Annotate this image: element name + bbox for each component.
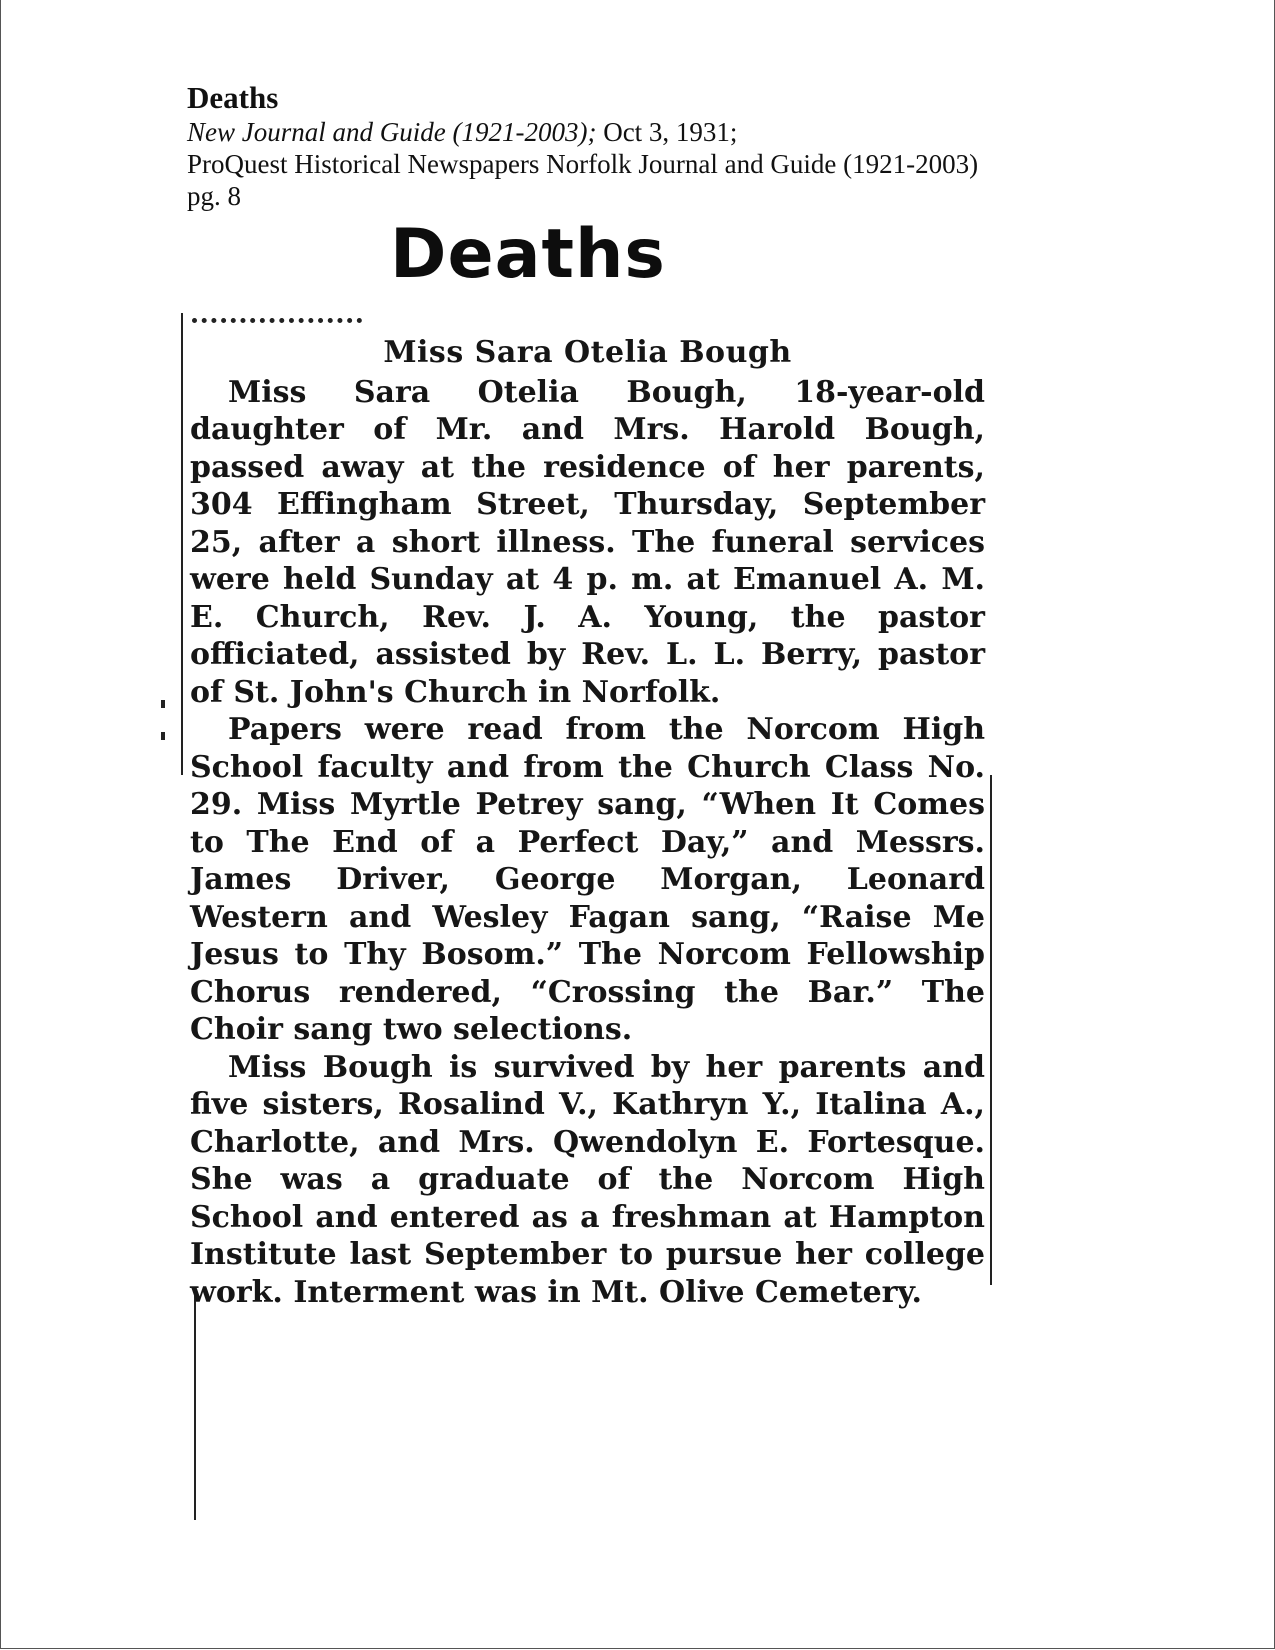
print-speck: [161, 700, 165, 708]
clipping-cut-edge: [192, 318, 362, 332]
print-speck: [161, 732, 165, 740]
citation-source: ProQuest Historical Newspapers Norfolk Journal and Guide (1921-2003): [187, 149, 979, 179]
column-rule: [181, 313, 183, 775]
citation-block: [187, 80, 1187, 212]
citation-publication: New Journal and Guide (1921-2003);: [187, 117, 597, 147]
citation-publication-line: [187, 116, 1187, 148]
clipping-heading: Deaths: [390, 215, 666, 294]
obituary-paragraph: Miss Bough is survived by her parents and five sisters, Rosalind V., Kathryn Y., Italina A., Charlotte, and Mrs. Qwendolyn E. Fortesque. She was a graduate of the Norcom High School and entered as a freshman at Hampton Institute last September to pursue her college work. Interment was in Mt. Olive Cemetery.: [190, 1049, 985, 1310]
obituary-name: Miss Sara Otelia Bough: [383, 335, 792, 370]
citation-page: pg. 8: [187, 181, 241, 211]
newspaper-clipping: [190, 318, 985, 1311]
column-rule: [194, 1290, 196, 1520]
citation-date: Oct 3, 1931;: [596, 117, 738, 147]
citation-title: Deaths: [187, 80, 279, 115]
obituary-paragraph: Miss Sara Otelia Bough, 18-year-old daughter of Mr. and Mrs. Harold Bough, passed away at the residence of her parents, 304 Effingham Street, Thursday, September 25, after a short illness. The funeral services were held Sunday at 4 p. m. at Emanuel A. M. E. Church, Rev. J. A. Young, the pastor officiated, assisted by Rev. L. L. Berry, pastor of St. John's Church in Norfolk.: [190, 374, 985, 710]
obituary-paragraph: Papers were read from the Norcom High School faculty and from the Church Class No. 29. Miss Myrtle Petrey sang, “When It Comes to The End of a Perfect Day,” and Messrs. James Driver, George Morgan, Leonard Western and Wesley Fagan sang, “Raise Me Jesus to Thy Bosom.” The Norcom Fellowship Chorus rendered, “Crossing the Bar.” The Choir sang two selections.: [190, 712, 985, 1047]
column-rule: [990, 775, 992, 1285]
